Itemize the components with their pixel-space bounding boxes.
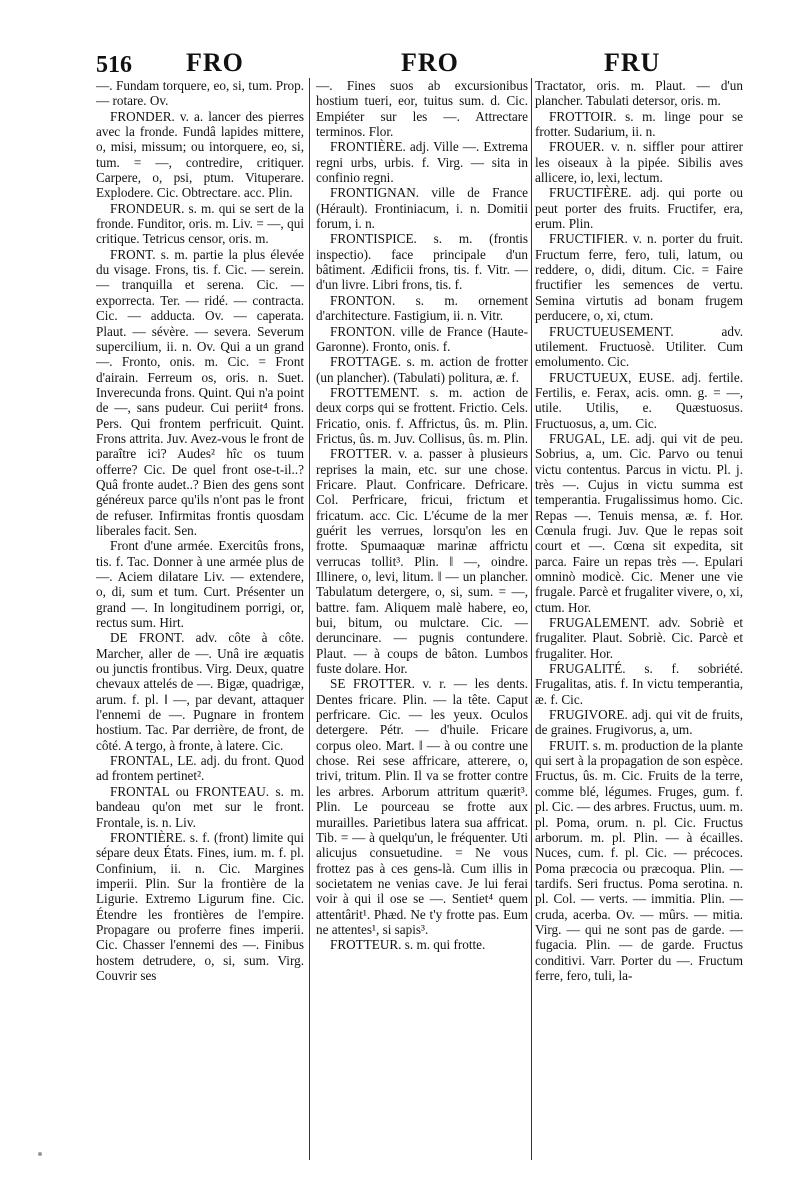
dictionary-entry: FRUGALEMENT. adv. Sobriè et frugaliter. Plaut. Sobriè. Cic. Parcè et frugaliter. Hor. [535,615,743,661]
dictionary-entry: FRONTISPICE. s. m. (frontis inspectio). face principale d'un bâtiment. Ædificii frons, tis. f. Vitr. — d'un livre. Libri frons, tis. f. [316,231,528,293]
dictionary-entry: FRONTIGNAN. ville de France (Hérault). Frontiniacum, i. n. Domitii forum, i. n. [316,185,528,232]
headword-left: FRO [186,48,244,77]
dictionary-entry: FRUCTUEUX, EUSE. adj. fertile. Fertilis, e. Ferax, acis. omn. g. = —, utile. Utilis, e. Quæstuosus. Fructuosus, a, um. Cic. [535,369,743,431]
dictionary-entry: FRUGAL, LE. adj. qui vit de peu. Sobrius, a, um. Cic. Parvo ou tenui victu contentus. Parcus in victu. Pl. j. très —. Cujus in victu summa est temperantia. Frugalissimus homo. Cic. Repas —. Tenuis mensa, æ. f. Hor. Cœnula frugi. Juv. Que le repas soit court et —. Cœna sit expedita, sit parca. Faire un repas très —. Epulari omninò modicè. Cic. Mener une vie frugale. Parcè et frugaliter vivere, o, xi, ctum. Hor. [535,430,743,615]
dictionary-entry: —. Fines suos ab excursionibus hostium tueri, eor, tuitus sum. d. Cic. Empiéter sur les —. Attrectare terminos. Flor. [316,78,528,140]
dictionary-entry: FRONDER. v. a. lancer des pierres avec la fronde. Fundâ lapides mittere, o, misi, missum; ou intorquere, eo, si, tum. = —, contredire, critiquer. Carpere, o, psi, ptum. Vituperare. Explodere. Cic. Obtrectare. acc. Plin. [96,108,304,201]
headword-right: FRU [604,48,661,77]
dictionary-entry: FRONTAL ou FRONTEAU. s. m. bandeau qu'on met sur le front. Frontale, is. n. Liv. [96,783,304,830]
page-speck [38,1152,42,1156]
dictionary-entry: FROTTEUR. s. m. qui frotte. [330,937,486,953]
dictionary-entry: FROTTER. v. a. passer à plusieurs reprises la main, etc. sur une chose. Fricare. Plaut. Confricare. Defricare. Col. Perfricare, fricui, frictum et fricatum. acc. Cic. L'écume de la mer guérit les verrues, lorsqu'on les en frotte. Spumaaquæ marinæ affrictu verrucas tollit³. Plin. ‖ —, oindre. Illinere, o, levi, litum. ‖ — un plancher. Tabulatum detergere, o, si, sum. = —, battre. fam. Aliquem malè habere, eo, bui, bitum, ou mulctare. Cic. — deruncinare. — pugnis contundere. Plaut. — à coups de bâton. Lumbos fuste dolare. Hor. [316,446,528,677]
column-divider-1 [309,78,310,1160]
dictionary-entry: FRUCTIFÈRE. adj. qui porte ou peut porter des fruits. Fructifer, era, erum. Plin. [535,185,743,232]
column-1 [96,78,304,983]
column-divider-2 [531,78,532,1160]
dictionary-entry: —. Fundam torquere, eo, si, tum. Prop. — rotare. Ov. [96,78,304,109]
dictionary-entry: FRONTON. ville de France (Haute-Garonne). Fronto, onis. f. [316,323,528,354]
dictionary-entry: FRUGALITÉ. s. f. sobriété. Frugalitas, atis. f. In victu temperantia, æ. f. Cic. [535,661,743,707]
dictionary-entry: Front d'une armée. Exercitûs frons, tis. f. Tac. Donner à une armée plus de —. Aciem dilatare Liv. — extendere, o, di, sum et tum. Curt. Présenter un grand —. In longitudinem porrigi, or, rectus sum. Hirt. [96,538,304,631]
column-3 [535,78,743,983]
dictionary-entry: FRUCTUEUSEMENT. adv. utilement. Fructuosè. Utiliter. Cum emolumento. Cic. [535,323,743,370]
page-number: 516 [96,52,132,78]
running-header [0,46,795,82]
dictionary-entry: FRONDEUR. s. m. qui se sert de la fronde. Funditor, oris. m. Liv. = —, qui critique. Tetricus censor, oris. m. [96,200,304,247]
dictionary-entry: FROTTOIR. s. m. linge pour se frotter. Sudarium, ii. n. [535,108,743,140]
dictionary-entry: FRUIT. s. m. production de la plante qui sert à la propagation de son espèce. Fructus, ûs. m. Cic. Fruits de la terre, comme blé, légumes. Fruges, gum. f. pl. Cic. — des arbres. Fructus, uum. m. pl. Poma, orum. n. pl. Cic. Fructus arborum. m. pl. Plin. — à écailles. Nuces, cum. f. pl. Cic. — précoces. Poma præcocia ou præcoqua. Plin. — tardifs. Seri fructus. Poma serotina. n. pl. Col. — verts. — immitia. Plin. — cruda, acerba. Ov. — mûrs. — mitia. Virg. — qui ne sont pas de garde. — fugacia. Plin. — de garde. Fructus conditivi. Varr. Porter du —. Fructum ferre, fero, tuli, la- [535,737,743,983]
dictionary-entry: FRUGIVORE. adj. qui vit de fruits, de graines. Frugivorus, a, um. [535,707,743,738]
dictionary-entry: Tractator, oris. m. Plaut. — d'un plancher. Tabulati detersor, oris. m. [535,78,743,109]
dictionary-entry: FRONTIÈRE. adj. Ville —. Extrema regni urbs, urbis. f. Virg. — sita in confinio regni. [316,139,528,186]
dictionary-entry: FRONT. s. m. partie la plus élevée du visage. Frons, tis. f. Cic. — serein. — tranquilla et serena. Cic. — exporrecta. Ter. — ridé. — contracta. Cic. — adducta. Ov. — caperata. Plaut. — sévère. — severa. Severum supercilium, ii. n. Ov. Qui a un grand —. Fronto, onis. m. Cic. = Front d'airain. Ferreum os, oris. n. Suet. Inverecunda frons. Quint. Qui n'a point de —, sans pudeur. Cui periit⁴ frons. Pers. Qui frontem perfricuit. Quint. Frons attrita. Juv. Avez-vous le front de paraître ici? Audes² hîc os tuum offerre? Cic. De quel front ose-t-il..? Quâ fronte audet..? Bien des gens sont généreux parce qu'ils n'ont pas le front de refuser. Infirmitas frontis quosdam liberales facit. Sen. [96,246,304,538]
dictionary-entry: FRUCTIFIER. v. n. porter du fruit. Fructum ferre, fero, tuli, latum, ou reddere, o, didi, ditum. Cic. = Faire fructifier les semences de vertu. Semina virtutis ad bonam frugem perducere, o, xi, ctum. [535,231,743,324]
dictionary-entry: FRONTAL, LE. adj. du front. Quod ad frontem pertinet². [96,753,304,784]
dictionary-entry: FRONTIÈRE. s. f. (front) limite qui sépare deux États. Fines, ium. m. f. pl. Confinium, ii. n. Cic. Margines imperii. Plin. Sur la frontière de la Ligurie. Extremo Ligurum fine. Cic. Étendre les frontières de l'empire. Propagare ou proferre fines imperii. Cic. Chasser l'ennemi des —. Finibus hostem detrudere, o, si, sum. Virg. Couvrir ses [96,829,304,983]
headword-center: FRO [401,48,459,77]
dictionary-entry: DE FRONT. adv. côte à côte. Marcher, aller de —. Unâ ire æquatis ou junctis frontibus. Virg. Deux, quatre chevaux attelés de —. Bigæ, quadrigæ, arum. f. pl. ‖ —, par devant, attaquer l'ennemi de —. Pugnare in frontem hostium. Tac. Par derrière, de front, de côté. A tergo, à fronte, à latere. Cic. [96,630,304,753]
dictionary-entry: SE FROTTER. v. r. — les dents. Dentes fricare. Plin. — la tête. Caput perfricare. Cic. — les yeux. Oculos detergere. Pétr. — d'huile. Fricare corpus oleo. Mart. ‖ — à ou contre une chose. Rei sese affricare, atterere, o, trivi, tritum. Plin. Il va se frotter contre les arbres. Arborum attritum quærit³. Plin. Le pourceau se frotte aux murailles. Parietibus latera sua affricat. Tib. = — à quelqu'un, le fréquenter. Uti alicujus consuetudine. = Ne vous frottez pas à ces gens-là. Cum illis in societatem ne venias cave. Je lui ferai voir à qui il ose se —. Sentiet⁴ quem attentârit¹. Phæd. Ne t'y frotte pas. Eum ne attentes¹, si sapis³. [316,676,528,937]
dictionary-entry: FROUER. v. n. siffler pour attirer les oiseaux à la pipée. Sibilis aves allicere, io, lexi, lectum. [535,139,743,186]
dictionary-entry: FROTTAGE. s. m. action de frotter (un plancher). (Tabulati) politura, æ. f. [316,354,528,385]
dictionary-entry: FRONTON. s. m. ornement d'architecture. Fastigium, ii. n. Vitr. [316,292,528,324]
column-2 [316,78,528,953]
dictionary-entry: FROTTEMENT. s. m. action de deux corps qui se frottent. Frictio. Cels. Fricatio, onis. f. Affrictus, ûs. m. Plin. Frictus, ûs. m. Juv. Collisus, ûs. m. Plin. [316,384,529,446]
